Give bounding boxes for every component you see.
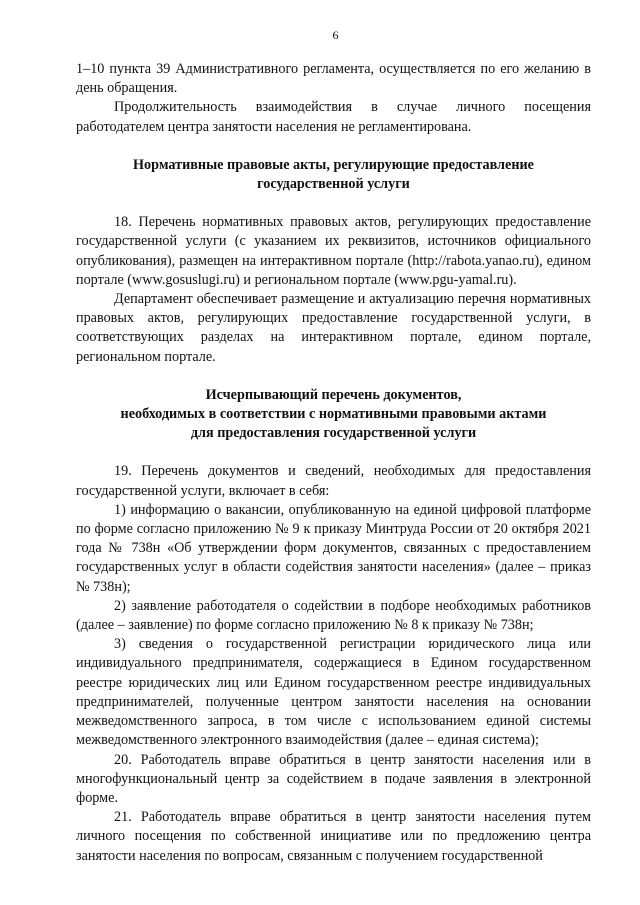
document-page: [76, 28, 591, 866]
heading-line: государственной услуги: [257, 176, 410, 193]
paragraph-continuation: 1–10 пункта 39 Административного регламента, осуществляется по его желанию в день обращения.: [76, 61, 591, 97]
paragraph-19: 19. Перечень документов и сведений, необходимых для предоставления государственной услуги, включает в себя:: [76, 463, 591, 499]
list-item-3: 3) сведения о государственной регистрации юридического лица или индивидуального предпринимателя, содержащиеся в Едином государственном реестре юридических лиц или Едином государственном реестре индивидуальных предпринимателей, полученные центром занятости населения на основании межведомственного запроса, в том числе с использованием единой системы межведомственного электронного взаимодействия (далее – единая система);: [76, 636, 591, 749]
paragraph-18-department: Департамент обеспечивает размещение и актуализацию перечня нормативных правовых актов, регулирующих предоставление государственной услуги, в соответствующих разделах на интерактивном портале, едином портале, региональном портале.: [76, 291, 591, 365]
paragraph-18: 18. Перечень нормативных правовых актов, регулирующих предоставление государственной услуги (с указанием их реквизитов, источников официального опубликования), размещен на интерактивном портале (http://rabota.yanao.ru), едином портале (www.gosuslugi.ru) и региональном портале (www.pgu-yamal.ru).: [76, 214, 591, 288]
paragraph-20: 20. Работодатель вправе обратиться в центр занятости населения или в многофункциональный центр за содействием в подаче заявления в электронной форме.: [76, 751, 591, 806]
page-number: 6: [332, 28, 339, 42]
heading-line: необходимых в соответствии с нормативными правовыми актами: [120, 406, 547, 423]
list-item-2: 2) заявление работодателя о содействии в подборе необходимых работников (далее – заявление) по форме согласно приложению № 8 к приказу № 738н;: [76, 597, 591, 634]
heading-line: Нормативные правовые акты, регулирующие предоставление: [133, 156, 534, 173]
section-heading-regulations: [76, 156, 591, 194]
paragraph-duration: Продолжительность взаимодействия в случае личного посещения работодателем центра занятости населения не регламентирована.: [76, 99, 591, 135]
paragraph-21: 21. Работодатель вправе обратиться в центр занятости населения путем личного посещения по собственной инициативе или по предложению центра занятости населения по вопросам, связанным с получением государственной: [76, 809, 591, 864]
heading-line: для предоставления государственной услуги: [190, 425, 477, 442]
list-item-1: 1) информацию о вакансии, опубликованную на единой цифровой платформе по форме согласно приложению № 9 к приказу Минтруда России от 20 октября 2021 года № 738н «Об утверждении форм документов, связанных с предоставлением государственных услуг в области содействия занятости населения» (далее – приказ № 738н);: [76, 501, 591, 595]
heading-line: Исчерпывающий перечень документов,: [205, 386, 462, 403]
section-heading-documents: [76, 386, 591, 444]
